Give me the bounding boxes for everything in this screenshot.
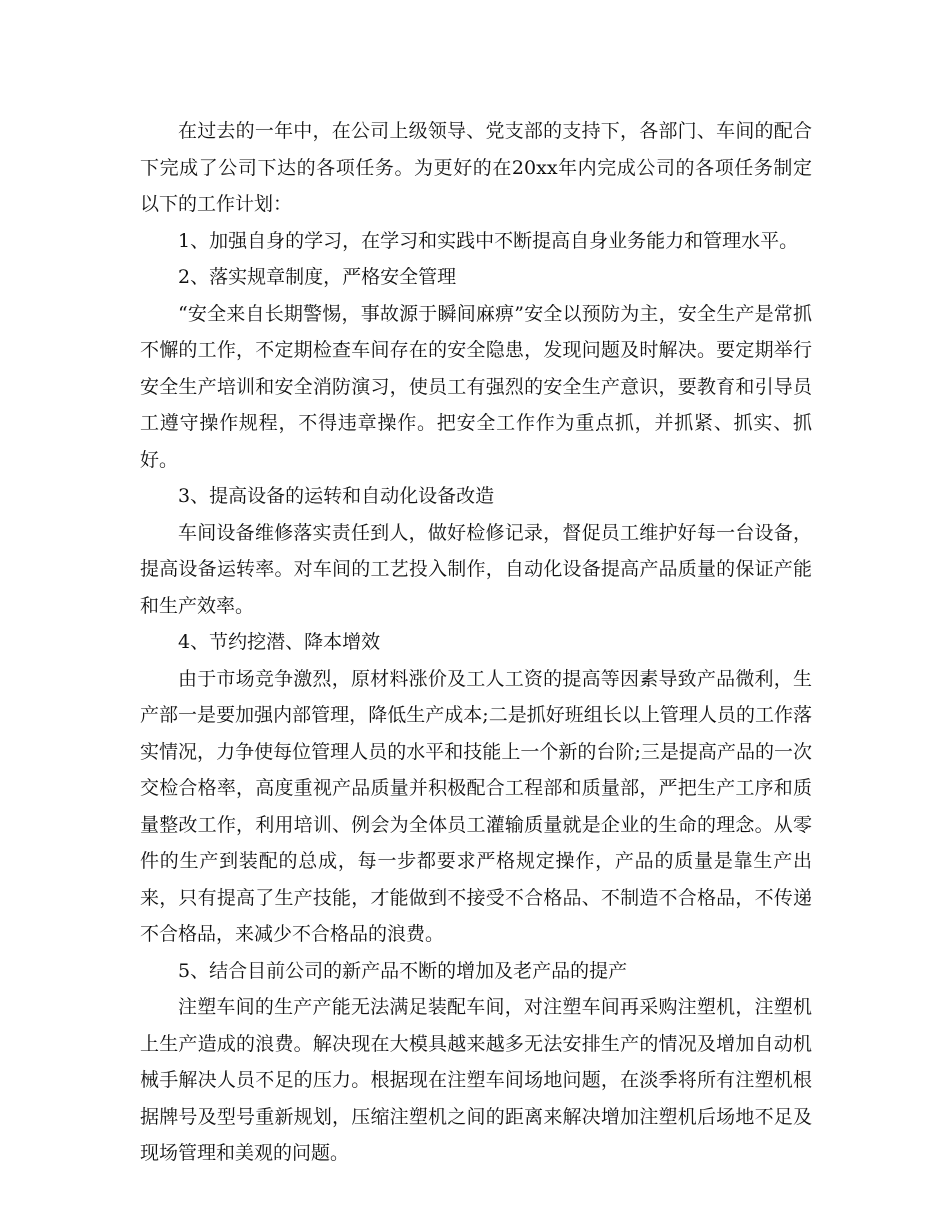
item-3-body: 车间设备维修落实责任到人，做好检修记录，督促员工维护好每一台设备，提高设备运转率。对车间的工艺投入制作，自动化设备提高产品质量的保证产能和生产效率。 [140, 521, 812, 617]
item-4-heading: 4、节约挖潜、降本增效 [178, 631, 381, 653]
item-5-body: 注塑车间的生产产能无法满足装配车间，对注塑车间再采购注塑机，注塑机上生产造成的浪费。解决现在大模具越来越多无法安排生产的情况及增加自动机械手解决人员不足的压力。根据现在注塑车间场地问题，在淡季将所有注塑机根据牌号及型号重新规划，压缩注塑机之间的距离来解决增加注塑机后场地不足及现场管理和美观的问题。 [140, 996, 812, 1164]
item-1-heading: 1、加强自身的学习，在学习和实践中不断提高自身业务能力和管理水平。 [178, 229, 799, 252]
item-4-body: 由于市场竞争激烈，原材料涨价及工人工资的提高等因素导致产品微利，生产部一是要加强内部管理，降低生产成本;二是抓好班组长以上管理人员的工作落实情况，力争使每位管理人员的水平和技能上一个新的台阶;三是提高产品的一次交检合格率，高度重视产品质量并积极配合工程部和质量部，严把生产工序和质量整改工作，利用培训、例会为全体员工灌输质量就是企业的生命的理念。从零件的生产到装配的总成，每一步都要求严格规定操作，产品的质量是靠生产出来，只有提高了生产技能，才能做到不接受不合格品、不制造不合格品，不传递不合格品，来减少不合格品的浪费。 [140, 667, 812, 945]
document-body [140, 113, 812, 1172]
item-3-heading: 3、提高设备的运转和自动化设备改造 [178, 485, 495, 507]
item-2-body: “安全来自长期警惕，事故源于瞬间麻痹”安全以预防为主，安全生产是常抓不懈的工作，不定期检查车间存在的安全隐患，发现问题及时解决。要定期举行安全生产培训和安全消防演习，使员工有强烈的安全生产意识，要教育和引导员工遵守操作规程，不得违章操作。把安全工作作为重点抓，并抓紧、抓实、抓好。 [140, 302, 812, 471]
intro-paragraph: 在过去的一年中，在公司上级领导、党支部的支持下，各部门、车间的配合下完成了公司下达的各项任务。为更好的在20xx年内完成公司的各项任务制定以下的工作计划： [140, 120, 812, 215]
item-2-heading: 2、落实规章制度，严格安全管理 [178, 266, 457, 288]
item-5-heading: 5、结合目前公司的新产品不断的增加及老产品的提产 [178, 959, 628, 982]
